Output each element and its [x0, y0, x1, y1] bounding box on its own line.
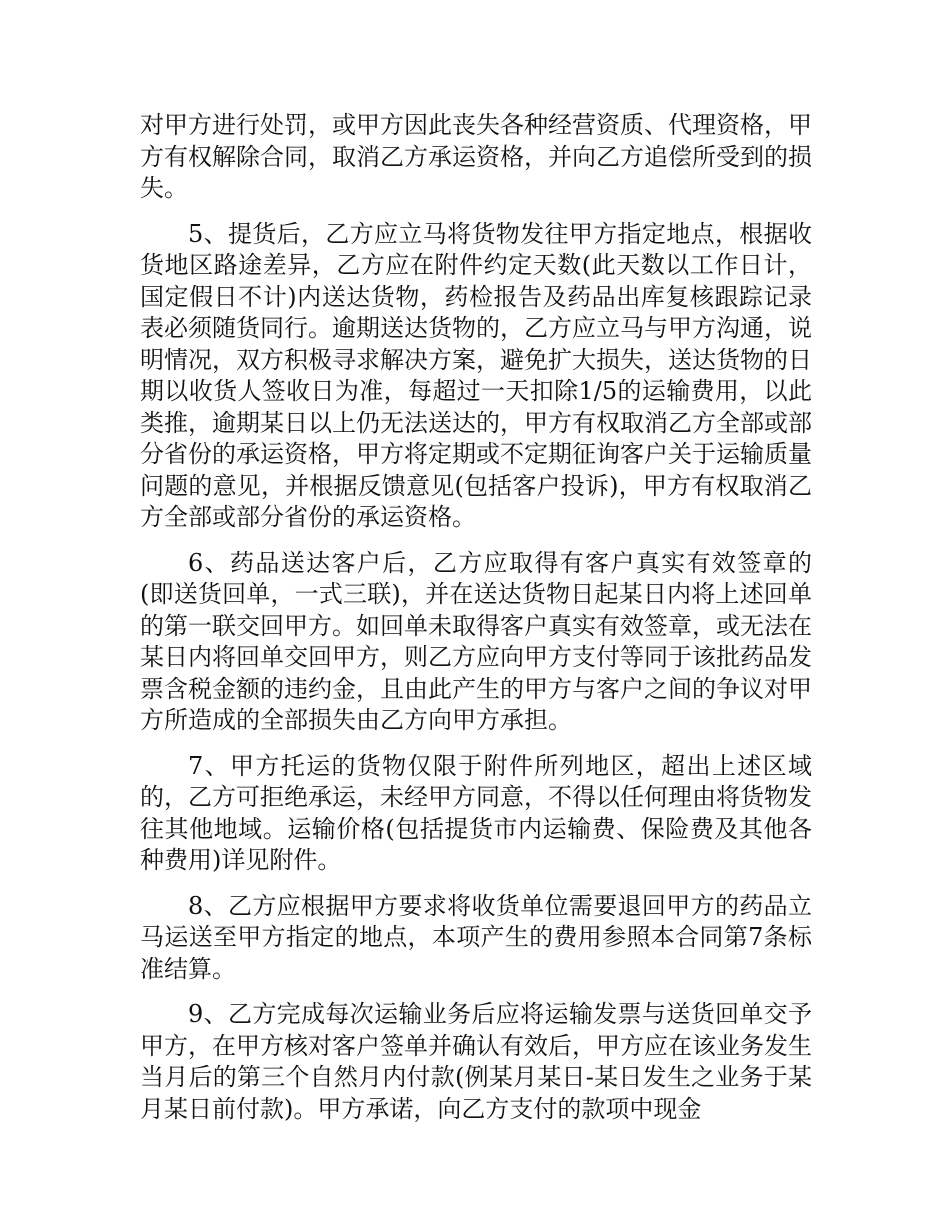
paragraph-clause-7: 7、甲方托运的货物仅限于附件所列地区，超出上述区域的，乙方可拒绝承运，未经甲方同意，不得以任何理由将货物发往其他地域。运输价格(包括提货市内运输费、保险费及其他各种费用)详见附件。: [140, 751, 812, 874]
paragraph-continuation: 对甲方进行处罚，或甲方因此丧失各种经营资质、代理资格，甲方有权解除合同，取消乙方承运资格，并向乙方追偿所受到的损失。: [140, 111, 812, 202]
paragraph-clause-5: 5、提货后，乙方应立马将货物发往甲方指定地点，根据收货地区路途差异，乙方应在附件约定天数(此天数以工作日计，国定假日不计)内送达货物，药检报告及药品出库复核跟踪记录表必须随货同行。逾期送达货物的，乙方应立马与甲方沟通，说明情况，双方积极寻求解决方案，避免扩大损失，送达货物的日期以收货人签收日为准，每超过一天扣除1/5的运输费用，以此类推，逾期某日以上仍无法送达的，甲方有权取消乙方全部或部分省份的承运资格，甲方将定期或不定期征询客户关于运输质量问题的意见，并根据反馈意见(包括客户投诉)，甲方有权取消乙方全部或部分省份的承运资格。: [140, 219, 812, 531]
paragraph-clause-9: 9、乙方完成每次运输业务后应将运输发票与送货回单交予甲方，在甲方核对客户签单并确认有效后，甲方应在该业务发生当月后的第三个自然月内付款(例某月某日-某日发生之业务于某月某日前付款)。甲方承诺，向乙方支付的款项中现金: [140, 1000, 812, 1123]
contract-body: [140, 110, 812, 1139]
paragraph-clause-8: 8、乙方应根据甲方要求将收货单位需要退回甲方的药品立马运送至甲方指定的地点，本项产生的费用参照本合同第7条标准结算。: [140, 891, 812, 983]
paragraph-clause-6: 6、药品送达客户后，乙方应取得有客户真实有效签章的(即送货回单，一式三联)，并在送达货物日起某日内将上述回单的第一联交回甲方。如回单未取得客户真实有效签章，或无法在某日内将回单交回甲方，则乙方应向甲方支付等同于该批药品发票含税金额的违约金，且由此产生的甲方与客户之间的争议对甲方所造成的全部损失由乙方向甲方承担。: [140, 548, 812, 734]
